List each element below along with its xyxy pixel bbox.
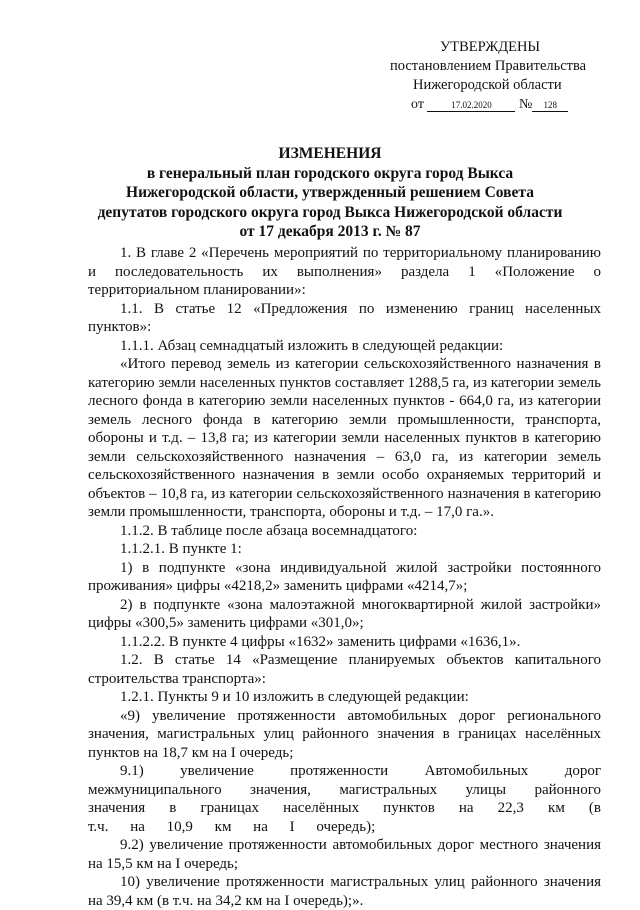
approval-date-number: [385, 95, 615, 114]
paragraph-1-1-2: 1.1.2. В таблице после абзаца восемнадцатого:: [120, 522, 418, 539]
paragraph-item-9-1: 9.1) увеличение протяженности Автомобильных дорог межмуниципального значения, магистральных улицы районного значения в границах населённых пунктов на 22,3 км (в т.ч. на 10,9 км на I очередь);: [88, 763, 601, 835]
paragraph-1-1-2-1: 1.1.2.1. В пункте 1:: [120, 541, 242, 557]
title-heading: ИЗМЕНЕНИЯ: [278, 145, 382, 162]
paragraph-item-10: 10) увеличение протяженности магистральных улиц районного значения на 39,4 км (в т.ч. на 34,2 км на I очередь);».: [88, 874, 601, 909]
paragraph-1-2: 1.2. В статье 14 «Размещение планируемых объектов капитального строительства транспорта»:: [88, 652, 601, 687]
paragraph-1: 1. В главе 2 «Перечень мероприятий по территориальному планированию и последовательность их выполнения» раздела 1 «Положение о территориальном планировании»:: [88, 245, 601, 298]
number-label: №: [518, 97, 533, 112]
approval-number: 128: [532, 99, 568, 112]
title-line-4: от 17 декабря 2013 г. № 87: [239, 223, 421, 240]
paragraph-subitem-2: 2) в подпункте «зона малоэтажной многоквартирной жилой застройки» цифры «300,5» заменить цифрами «301,0»;: [88, 596, 601, 631]
paragraph-1-1-2-2: 1.1.2.2. В пункте 4 цифры «1632» заменить цифрами «1636,1».: [120, 633, 521, 650]
paragraph-item-9-2: 9.2) увеличение протяженности автомобильных дорог местного значения на 15,5 км на I очередь;: [88, 837, 601, 872]
title-line-1: в генеральный план городского округа город Выкса: [146, 164, 514, 182]
from-label: от: [411, 97, 424, 112]
title-line-3: депутатов городского округа город Выкса Нижегородской области: [97, 203, 563, 221]
paragraph-1-1-1: 1.1.1. Абзац семнадцатый изложить в следующей редакции:: [120, 337, 504, 354]
approval-stamp: [385, 38, 615, 114]
title-line-2: Нижегородской области, утвержденный решением Совета: [126, 184, 534, 201]
paragraph-1-2-1: 1.2.1. Пункты 9 и 10 изложить в следующей редакции:: [120, 689, 469, 705]
approval-date: 17.02.2020: [427, 99, 515, 112]
paragraph-1-1: 1.1. В статье 12 «Предложения по изменению границ населенных пунктов»:: [88, 300, 601, 335]
paragraph-item-9: «9) увеличение протяженности автомобильных дорог регионального значения, магистральных улиц районного значения в границах населённых пунктов на 18,7 км на I очередь;: [88, 707, 601, 761]
approval-authority: постановлением Правительства: [390, 58, 587, 74]
approval-region: Нижегородской области: [413, 77, 562, 93]
approval-heading: УТВЕРЖДЕНЫ: [440, 39, 541, 55]
paragraph-quote-total: «Итого перевод земель из категории сельскохозяйственного назначения в категорию земли населенных пунктов составляет 1288,5 га, из категории земель лесного фонда в категорию земли населенных пунктов - 664,0 га, из категории земель лесного фонда в категорию земли промышленности, транспорта, обороны и т.д. – 13,8 га; из категории земли населенных пунктов в категорию земли сельскохозяйственного назначения – 63,0 га, из категории земель сельскохозяйственного назначения в земли особо охраняемых территорий и объектов – 10,8 га, из категории сельскохозяйственного назначения в категорию земли промышленности, транспорта, обороны и т.д. – 17,0 га.».: [88, 356, 601, 520]
paragraph-subitem-1: 1) в подпункте «зона индивидуальной жилой застройки постоянного проживания» цифры «4218,2» заменить цифрами «4214,7»;: [88, 559, 601, 594]
document-body: [88, 244, 601, 910]
document-title: [60, 144, 600, 242]
